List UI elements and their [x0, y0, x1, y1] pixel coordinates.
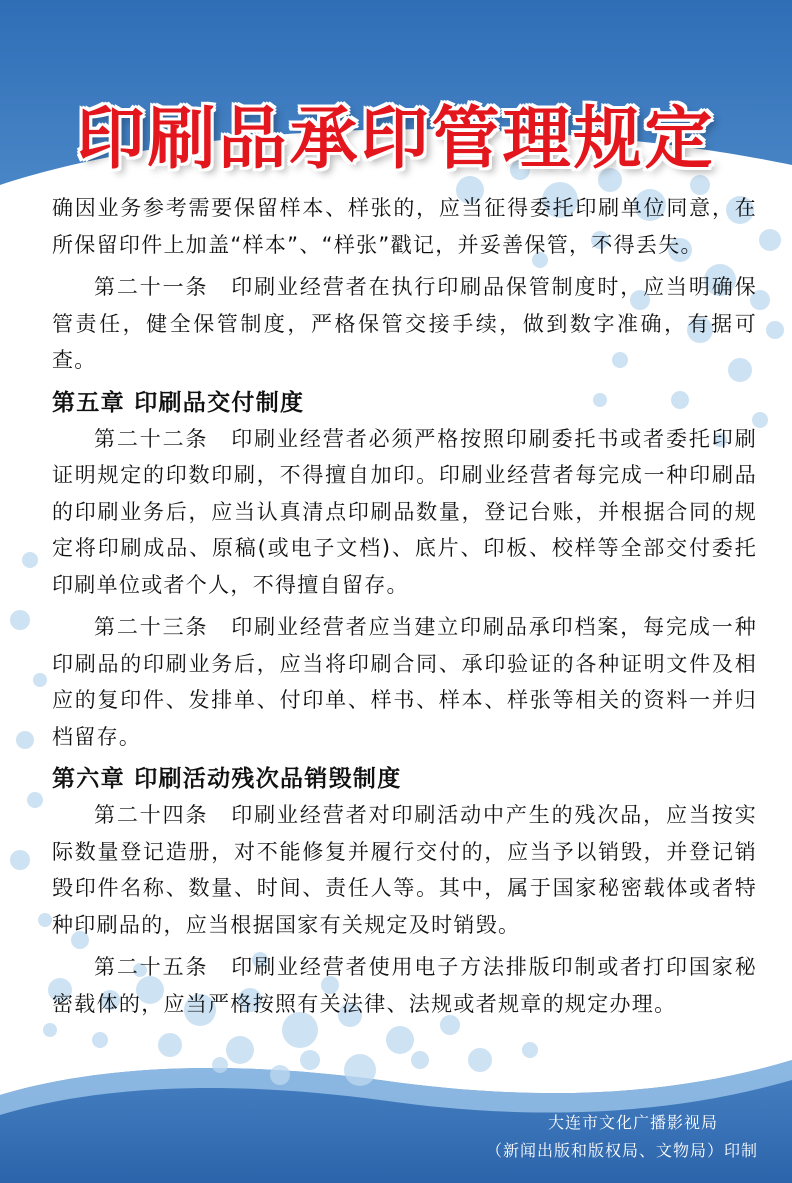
decorative-dot [300, 1050, 320, 1070]
page-title: 印刷品承印管理规定 [76, 99, 716, 179]
decorative-dot [759, 229, 781, 251]
decorative-dot [270, 1065, 290, 1085]
decorative-dot [212, 1057, 228, 1073]
article-paragraph: 第二十五条 印刷业经营者使用电子方法排版印制或者打印国家秘密载体的，应当严格按照有关法律、法规或者规章的规定办理。 [52, 955, 757, 1016]
decorative-dot [766, 321, 784, 339]
publisher-name: 大连市文化广播影视局 [547, 1113, 718, 1132]
decorative-dot [33, 673, 47, 687]
decorative-dot [27, 792, 43, 808]
decorative-dot [16, 731, 34, 749]
decorative-dot [10, 610, 30, 630]
decorative-dot [468, 1048, 492, 1072]
publisher-subtitle: （新闻出版和版权局、文物局）印制 [485, 1141, 758, 1160]
decorative-dot [344, 1054, 376, 1086]
decorative-dot [10, 850, 30, 870]
decorative-dot [22, 552, 38, 568]
decorative-dot [522, 1042, 538, 1058]
chapter-heading: 第五章 印刷品交付制度 [52, 389, 305, 416]
decorative-dot [158, 1033, 182, 1057]
decorative-dot [411, 1051, 429, 1069]
decorative-dot [226, 1036, 254, 1064]
article-paragraph: 第二十四条 印刷业经营者对印刷活动中产生的残次品，应当按实际数量登记造册，对不能修复并履行交付的，应当予以销毁，并登记销毁印件名称、数量、时间、责任人等。其中，属于国家秘密载体或者特种印刷品的，应当根据国家有关规定及时销毁。 [52, 803, 757, 937]
decorative-dot [92, 1032, 108, 1048]
article-paragraph: 第二十二条 印刷业经营者必须严格按照印刷委托书或者委托印刷证明规定的印数印刷，不得擅自加印。印刷业经营者每完成一种印刷品的印刷业务后，应当认真清点印刷品数量，登记台账，并根据合同的规定将印刷成品、原稿(或电子文档)、底片、印板、校样等全部交付委托印刷单位或者个人，不得擅自留存。 [52, 426, 757, 597]
decorative-dot [386, 1026, 414, 1054]
regulation-text [52, 190, 757, 1028]
publisher-footer [486, 1109, 758, 1165]
decorative-dot [38, 913, 52, 927]
chapter-heading: 第六章 印刷活动残次品销毁制度 [52, 766, 402, 792]
article-paragraph: 第二十一条 印刷业经营者在执行印刷品保管制度时，应当明确保管责任，健全保管制度，严格保管交接手续，做到数字准确，有据可查。 [52, 275, 757, 372]
article-paragraph: 第二十三条 印刷业经营者应当建立印刷品承印档案，每完成一种印刷品的印刷业务后，应当将印刷合同、承印验证的各种证明文件及相应的复印件、发排单、付印单、样书、样本、样张等相关的资料一并归档留存。 [52, 615, 757, 749]
article-paragraph: 确因业务参考需要保留样本、样张的，应当征得委托印刷单位同意，在所保留印件上加盖“样本”、“样张”戳记，并妥善保管，不得丢失。 [52, 196, 757, 257]
